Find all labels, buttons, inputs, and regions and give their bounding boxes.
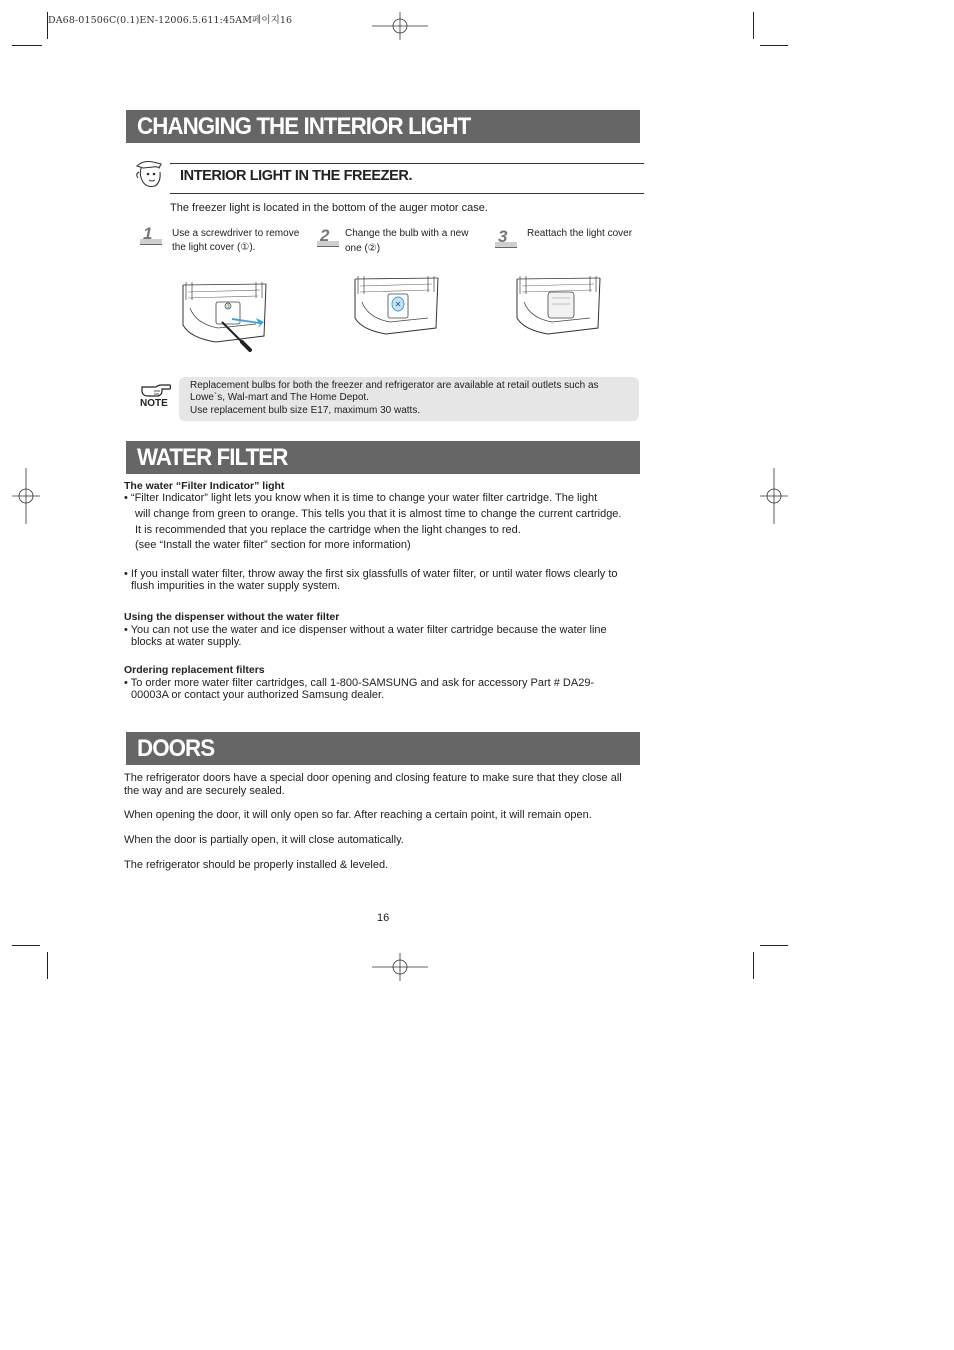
water-filter-p1-line1: • “Filter Indicator” light lets you know when it is time to change your water filter cartridge. The light [124, 492, 598, 504]
doors-p4: The refrigerator should be properly installed & leveled. [124, 859, 389, 871]
registration-mark-icon [372, 12, 428, 40]
water-filter-p3-line2: blocks at water supply. [131, 636, 242, 648]
water-filter-p2-line2: flush impurities in the water supply system. [131, 580, 341, 592]
doors-p1-line1: The refrigerator doors have a special door opening and closing feature to make sure that they close all [124, 772, 622, 784]
water-filter-p1-line2: will change from green to orange. This tells you that it is almost time to change the current cartridge. [135, 508, 622, 520]
doors-p2: When opening the door, it will only open so far. After reaching a certain point, it will remain open. [124, 809, 592, 821]
crop-mark [753, 952, 754, 979]
crop-mark [760, 945, 788, 946]
step-2-text-line1: Change the bulb with a new [345, 228, 469, 239]
section-banner-interior-light [126, 110, 640, 143]
mascot-face-icon [133, 158, 165, 190]
crop-mark [753, 12, 754, 39]
crop-mark [12, 45, 42, 46]
water-filter-heading-1: The water “Filter Indicator” light [124, 480, 285, 492]
section-title: CHANGING THE INTERIOR LIGHT [137, 113, 471, 140]
water-filter-heading-2: Using the dispenser without the water filter [124, 611, 340, 623]
illustration-reattach-cover [514, 276, 604, 344]
section-banner-doors [126, 732, 640, 765]
note-line-2: Lowe`s, Wal-mart and The Home Depot. [190, 392, 369, 403]
illustration-change-bulb [352, 276, 442, 344]
step-1-text-line2: the light cover (①). [172, 242, 256, 253]
water-filter-p3-line1: • You can not use the water and ice dispenser without a water filter cartridge because the water line [124, 624, 607, 636]
intro-text: The freezer light is located in the bottom of the auger motor case. [170, 202, 488, 214]
note-line-1: Replacement bulbs for both the freezer and refrigerator are available at retail outlets such as [190, 380, 599, 391]
doors-p3: When the door is partially open, it will close automatically. [124, 834, 404, 846]
crop-mark [47, 12, 48, 39]
step-3-text-line1: Reattach the light cover [527, 228, 633, 239]
subheading-bar [170, 163, 644, 194]
subheading: INTERIOR LIGHT IN THE FREEZER. [180, 168, 413, 184]
registration-mark-icon [372, 953, 428, 981]
water-filter-p1-line4: (see “Install the water filter” section for more information) [135, 539, 411, 551]
pointing-hand-icon [140, 379, 172, 399]
illustration-remove-cover [180, 280, 272, 352]
registration-mark-icon [12, 468, 40, 524]
step-number-2: 2 [317, 229, 339, 247]
doors-p1-line2: the way and are securely sealed. [124, 785, 285, 797]
crop-mark [47, 952, 48, 979]
step-number-3: 3 [495, 230, 517, 248]
section-title: DOORS [137, 735, 215, 762]
water-filter-p1-line3: It is recommended that you replace the cartridge when the light changes to red. [135, 524, 521, 536]
water-filter-heading-3: Ordering replacement filters [124, 664, 265, 676]
step-1-text-line1: Use a screwdriver to remove [172, 228, 300, 239]
water-filter-p4-line2: 00003A or contact your authorized Samsung dealer. [131, 689, 385, 701]
callout-1: ① [226, 304, 231, 310]
step-number-1: 1 [140, 227, 162, 245]
water-filter-p2-line1: • If you install water filter, throw away the first six glassfulls of water filter, or until water flows clearly to [124, 568, 618, 580]
water-filter-p4-line1: • To order more water filter cartridges, call 1-800-SAMSUNG and ask for accessory Part # DA29- [124, 677, 595, 689]
step-2-text-line2: one (②) [345, 243, 381, 254]
section-title: WATER FILTER [137, 444, 288, 471]
registration-mark-icon [760, 468, 788, 524]
crop-mark [760, 45, 788, 46]
crop-mark [12, 945, 40, 946]
note-line-3: Use replacement bulb size E17, maximum 30 watts. [190, 405, 421, 416]
print-header-code: DA68-01506C(0.1)EN-12006.5.611:45AM페이지16 [48, 15, 293, 26]
note-label: NOTE [140, 398, 168, 409]
section-banner-water-filter [126, 441, 640, 474]
page-number: 16 [377, 912, 390, 924]
